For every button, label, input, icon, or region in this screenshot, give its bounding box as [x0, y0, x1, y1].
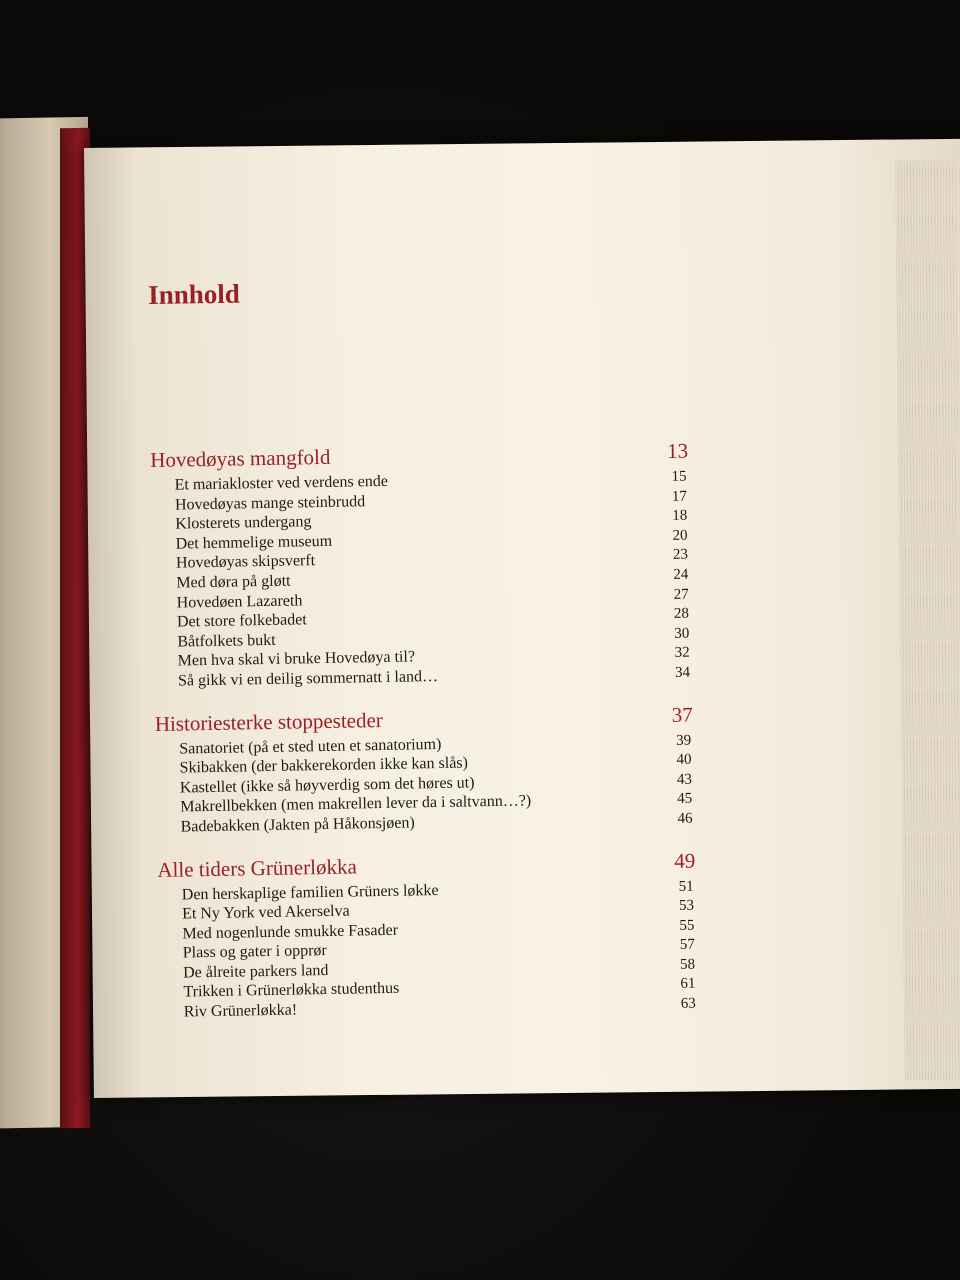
entry-title: Hovedøyas mange steinbrudd	[174, 492, 366, 514]
toc-section	[155, 702, 717, 838]
section-page-number: 49	[674, 848, 696, 873]
entry-title: Med døra på gløtt	[176, 572, 291, 592]
entry-page-number: 51	[678, 878, 694, 895]
entry-title: Så gikk vi en deilig sommernatt i land…	[177, 667, 439, 690]
section-title: Historiesterke stoppesteder	[154, 707, 384, 736]
entry-title: Makrellbekken (men makrellen lever da i saltvann…?)	[180, 792, 532, 816]
section-title: Hovedøyas mangfold	[150, 444, 331, 472]
entry-page-number: 24	[673, 566, 689, 583]
entry-title: Skibakken (der bakkerekorden ikke kan slås)	[179, 754, 469, 777]
table-of-contents	[150, 438, 720, 1042]
entry-title: Det hemmelige museum	[175, 532, 333, 553]
entry-page-number: 27	[673, 586, 689, 603]
page-title: Innhold	[148, 278, 240, 310]
entry-page-number: 63	[680, 995, 696, 1012]
entry-title: Båtfolkets bukt	[177, 631, 276, 651]
entry-page-number: 15	[671, 468, 687, 485]
entry-page-number: 32	[674, 644, 690, 662]
section-entries	[150, 466, 714, 691]
entry-title: Badebakken (Jakten på Håkonsjøen)	[180, 814, 415, 836]
page-stack	[895, 160, 960, 1081]
entry-page-number: 53	[678, 897, 695, 914]
entry-page-number: 18	[672, 507, 688, 525]
entry-title: Et Ny York ved Akerselva	[181, 902, 350, 923]
entry-page-number: 39	[676, 732, 692, 749]
toc-section	[150, 438, 714, 691]
entry-page-number: 23	[672, 547, 689, 564]
entry-title: Det store folkebadet	[176, 611, 307, 631]
entry-page-number: 40	[676, 751, 692, 768]
entry-page-number: 34	[674, 664, 691, 681]
toc-section	[157, 848, 720, 1023]
entry-title: Riv Grünerløkka!	[183, 1001, 298, 1021]
entry-page-number: 43	[676, 771, 693, 788]
entry-title: Men hva skal vi bruke Hovedøya til?	[177, 648, 416, 670]
entry-page-number: 46	[677, 810, 693, 827]
entry-title: Med nogenlunde smukke Fasader	[182, 921, 399, 943]
entry-page-number: 17	[671, 488, 688, 505]
entry-page-number: 61	[680, 976, 696, 993]
entry-page-number: 30	[674, 625, 690, 642]
section-page-number: 13	[666, 438, 689, 463]
entry-title: Hovedøyas skipsverft	[175, 552, 316, 572]
entry-title: Den herskaplige familien Grüners løkke	[181, 881, 439, 904]
entry-title: Hovedøen Lazareth	[176, 591, 303, 612]
entry-title: Kastellet (ikke så høyverdig som det høres ut)	[179, 774, 475, 797]
section-entries	[158, 876, 720, 1023]
section-entries	[155, 730, 717, 838]
entry-page-number: 20	[672, 527, 688, 544]
entry-page-number: 45	[677, 790, 693, 808]
entry-title: De ålreite parkers land	[183, 961, 329, 982]
entry-title: Klosterets undergang	[175, 513, 312, 533]
entry-page-number: 28	[673, 605, 690, 623]
section-page-number: 37	[671, 702, 693, 727]
entry-page-number: 58	[679, 956, 696, 973]
entry-page-number: 57	[679, 936, 695, 954]
entry-title: Plass og gater i opprør	[182, 942, 327, 962]
entry-title: Sanatoriet (på et sted uten et sanatorium)	[179, 735, 442, 758]
entry-title: Et mariakloster ved verdens ende	[174, 472, 389, 494]
entry-page-number: 55	[679, 917, 695, 934]
section-title: Alle tiders Grünerløkka	[157, 853, 357, 882]
entry-title: Trikken i Grünerløkka studenthus	[183, 980, 400, 1001]
